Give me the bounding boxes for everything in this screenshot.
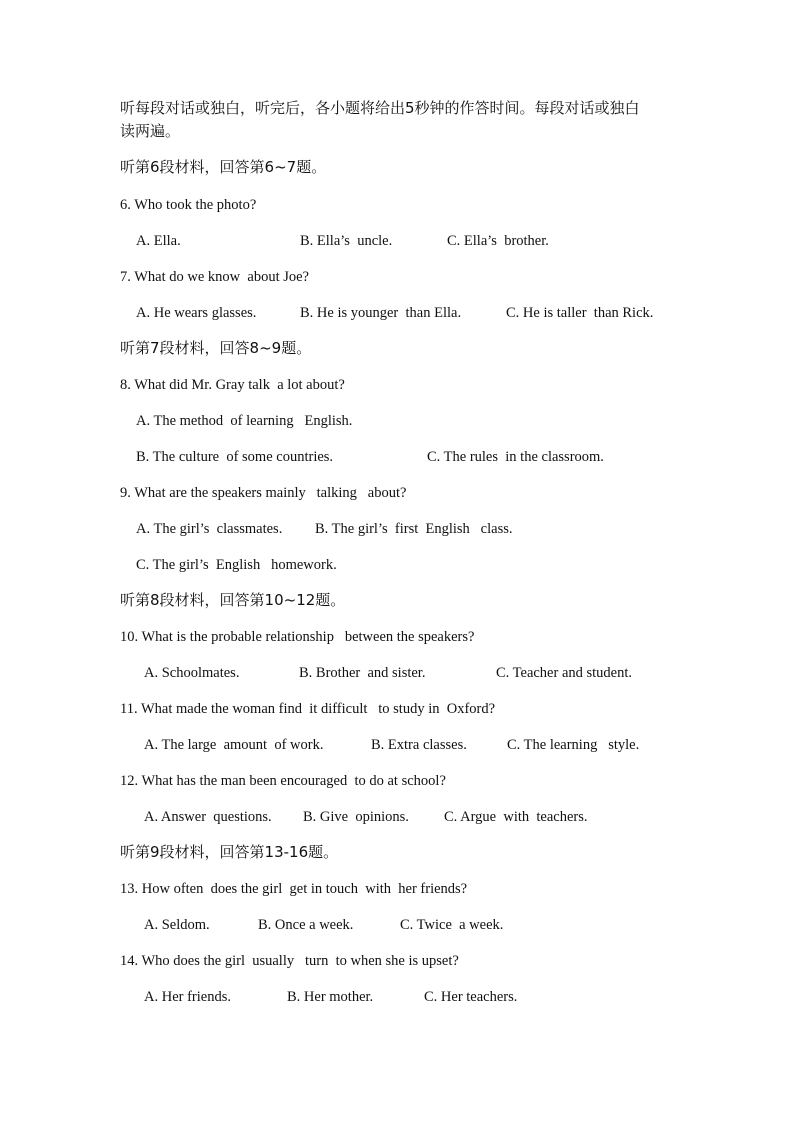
question-stem: 6. Who took the photo?: [120, 197, 257, 213]
answer-option: C. Teacher and student.: [496, 665, 633, 681]
instruction-line-2: 读两遍。: [120, 122, 181, 140]
question-stem: 10. What is the probable relationship between the speakers?: [120, 629, 475, 645]
instruction-line-1: 听每段对话或独白，听完后，各小题将给出5秒钟的作答时间。每段对话或独白: [120, 99, 640, 117]
answer-option: C. Her teachers.: [424, 989, 518, 1005]
answer-option: C. The girl’s English homework.: [136, 557, 337, 573]
question-stem: 12. What has the man been encouraged to do at school?: [120, 773, 446, 789]
answer-option: C. He is taller than Rick.: [506, 305, 654, 321]
answer-option: A. Ella.: [136, 233, 181, 249]
question-stem: 7. What do we know about Joe?: [120, 269, 309, 285]
answer-option: A. Schoolmates.: [144, 665, 240, 681]
answer-option: B. The culture of some countries.: [136, 449, 334, 465]
question-stem: 9. What are the speakers mainly talking about?: [120, 485, 407, 501]
answer-option: A. Seldom.: [144, 917, 210, 933]
answer-option: A. He wears glasses.: [136, 305, 257, 321]
question-stem: 8. What did Mr. Gray talk a lot about?: [120, 377, 345, 393]
answer-option: C. Twice a week.: [400, 917, 504, 933]
answer-option: A. Answer questions.: [144, 809, 272, 825]
question-stem: 13. How often does the girl get in touch with her friends?: [120, 881, 468, 897]
answer-option: B. Her mother.: [287, 989, 374, 1005]
section-heading: 听第7段材料，回答8~9题。: [120, 339, 312, 357]
answer-option: A. The girl’s classmates.: [136, 521, 283, 537]
answer-option: B. He is younger than Ella.: [300, 305, 462, 321]
answer-option: B. Extra classes.: [371, 737, 467, 753]
answer-option: C. The rules in the classroom.: [427, 449, 604, 465]
answer-option: B. Give opinions.: [303, 809, 409, 825]
answer-option: B. Once a week.: [258, 917, 354, 933]
answer-option: B. Brother and sister.: [299, 665, 426, 681]
answer-option: A. The method of learning English.: [136, 413, 353, 429]
answer-option: B. The girl’s first English class.: [315, 521, 513, 537]
answer-option: C. Ella’s brother.: [447, 233, 549, 249]
section-heading: 听第8段材料，回答第10~12题。: [120, 591, 346, 609]
question-stem: 11. What made the woman find it difficult to study in Oxford?: [120, 701, 496, 717]
answer-option: B. Ella’s uncle.: [300, 233, 393, 249]
answer-option: A. Her friends.: [144, 989, 231, 1005]
answer-option: C. Argue with teachers.: [444, 809, 588, 825]
answer-option: A. The large amount of work.: [144, 737, 324, 753]
answer-option: C. The learning style.: [507, 737, 640, 753]
section-heading: 听第6段材料，回答第6~7题。: [120, 158, 327, 176]
section-heading: 听第9段材料，回答第13-16题。: [120, 843, 339, 861]
question-stem: 14. Who does the girl usually turn to when she is upset?: [120, 953, 459, 969]
